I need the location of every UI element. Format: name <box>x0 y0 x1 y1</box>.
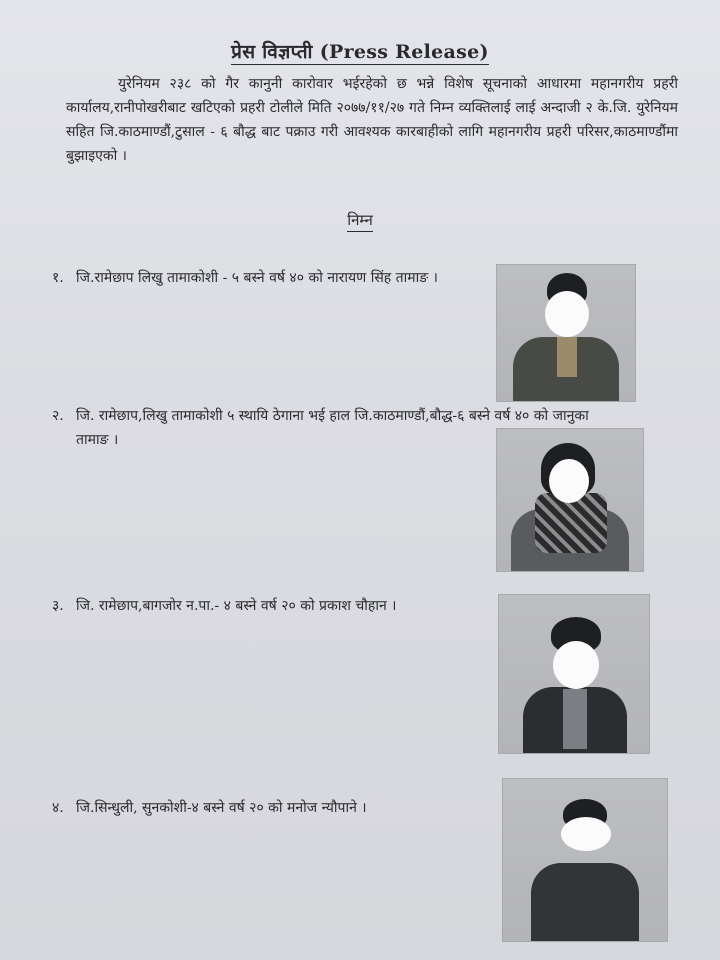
entry-text-line2: तामाङ । <box>76 432 119 448</box>
entry-text-line1: जि. रामेछाप,लिखु तामाकोशी ५ स्थायि ठेगाना भई हाल जि.काठमाण्डौं,बौद्ध-६ बस्ने वर्ष ४० को जानुका <box>76 408 589 424</box>
intro-paragraph: युरेनियम २३८ को गैर कानुनी कारोवार भईरहेको छ भन्ने विशेष सूचनाको आधारमा महानगरीय प्रहरी कार्यालय,रानीपोखरीबाट खटिएको प्रहरी टोलीले मिति २०७७/११/२७ गते निम्न व्यक्तिलाई लाई अन्दाजी २ के.जि. युरेनियम सहित जि.काठमाण्डौं,टुसाल - ६ बौद्ध बाट पक्राउ गरी आवश्यक कारबाहीको लागि महानगरीय प्रहरी परिसर,काठमाण्डौंमा बुझाइएको । <box>66 76 678 164</box>
entry-number: १. <box>52 270 64 286</box>
person-photo-2 <box>496 428 644 572</box>
person-photo-4 <box>502 778 668 942</box>
person-photo-3 <box>498 594 650 754</box>
person-photo-1 <box>496 264 636 402</box>
entry-text: जि.सिन्धुली, सुनकोशी-४ बस्ने वर्ष २० को मनोज न्यौपाने । <box>76 800 367 816</box>
entry-text: जि. रामेछाप,बागजोर न.पा.- ४ बस्ने वर्ष २० को प्रकाश चौहान । <box>76 598 397 614</box>
list-heading <box>0 210 720 230</box>
face-blur-mask <box>553 641 599 689</box>
entry-number: ४. <box>52 800 64 816</box>
entry-number: ३. <box>52 598 64 614</box>
document-title <box>0 38 720 64</box>
face-blur-mask <box>561 817 611 851</box>
face-blur-mask <box>549 459 589 503</box>
entry-text: जि.रामेछाप लिखु तामाकोशी - ५ बस्ने वर्ष ४० को नारायण सिंह तामाङ । <box>76 270 438 286</box>
entry-number: २. <box>52 408 64 424</box>
list-heading-text: निम्न <box>347 211 373 232</box>
document-title-text: प्रेस विज्ञप्ती (Press Release) <box>231 41 489 63</box>
face-blur-mask <box>545 291 589 337</box>
